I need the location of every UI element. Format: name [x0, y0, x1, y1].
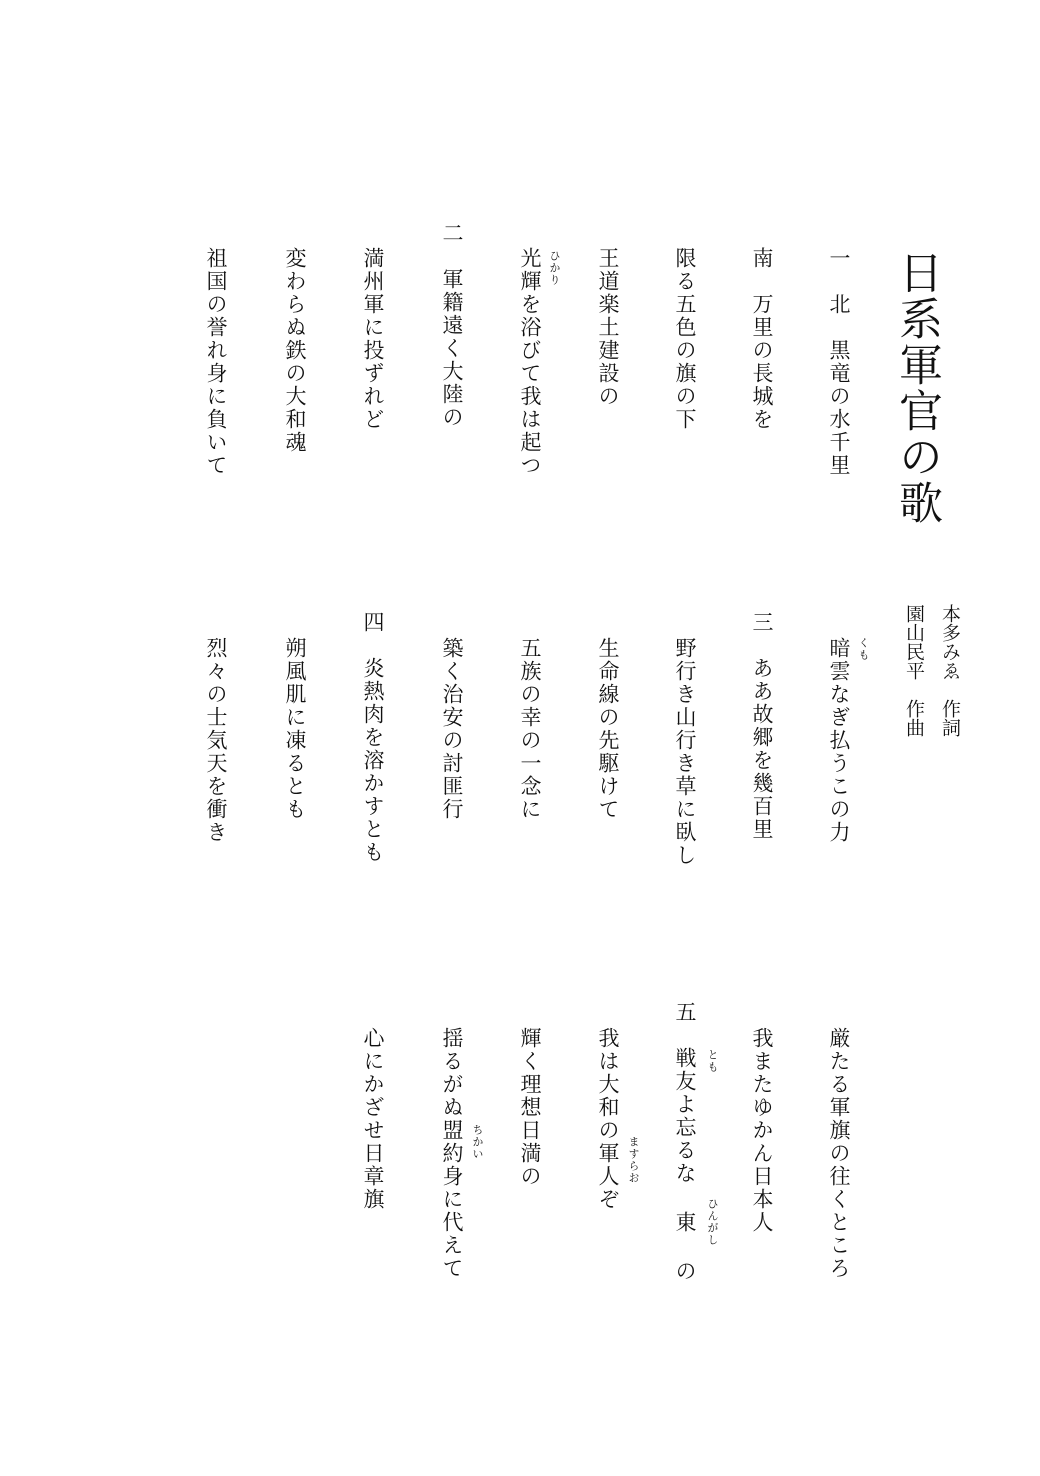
lyric-line: 築く治安の討匪行 [440, 637, 464, 821]
ruby-reading: ちかい [471, 1124, 484, 1160]
lyric-line: 一 北 黒竜の水千里 [827, 247, 851, 477]
lyric-line: 朔風肌に凍るとも [283, 637, 307, 821]
lyric-line: 変わらぬ鉄の大和魂 [283, 247, 307, 454]
lyric-line: 生命線の先駆けて [596, 637, 620, 821]
lyric-line: 烈々の士気天を衝き [204, 637, 228, 844]
lyric-line: 祖国の誉れ身に負いて [204, 247, 228, 477]
ruby-reading: とも [706, 1049, 719, 1073]
lyric-line: 我またゆかん日本人 [750, 1027, 774, 1234]
lyric-line: 王道楽土建設の [596, 247, 620, 408]
ruby-reading: ひかり [548, 250, 561, 286]
lyric-line: 輝く理想日満の [518, 1027, 542, 1188]
lyric-line: 五 戦友よ忘るな 東 の [673, 1001, 697, 1283]
lyric-line: 厳たる軍旗の往くところ [827, 1027, 851, 1280]
ruby-reading: ひんがし [706, 1198, 719, 1246]
lyric-line: 満州軍に投ずれど [361, 247, 385, 431]
lyric-line: 四 炎熱肉を溶かすとも [361, 611, 385, 864]
ruby-reading: くも [857, 637, 870, 661]
lyric-line: 心にかざせ日章旗 [361, 1027, 385, 1211]
lyric-line: 我は大和の軍人ぞ [596, 1027, 620, 1211]
lyricist-credit: 本多みゑ 作詞 [939, 604, 961, 737]
lyric-line: 五族の幸の一念に [518, 637, 542, 821]
lyric-line: 二 軍籍遠く大陸の [440, 222, 464, 429]
lyric-line: 野行き山行き草に臥し [673, 637, 697, 867]
lyric-line: 三 ああ故郷を幾百里 [750, 611, 774, 841]
ruby-reading: ますらお [627, 1136, 640, 1184]
lyric-line: 揺るがぬ盟約身に代えて [440, 1027, 464, 1280]
lyric-line: 限る五色の旗の下 [673, 247, 697, 431]
page-title: 日系軍官の歌 [891, 250, 942, 526]
composer-credit: 園山民平 作曲 [903, 604, 925, 737]
lyric-line: 光輝を浴びて我は起つ [518, 247, 542, 477]
lyric-line: 暗雲なぎ払うこの力 [827, 637, 851, 844]
lyric-line: 南 万里の長城を [750, 247, 774, 431]
